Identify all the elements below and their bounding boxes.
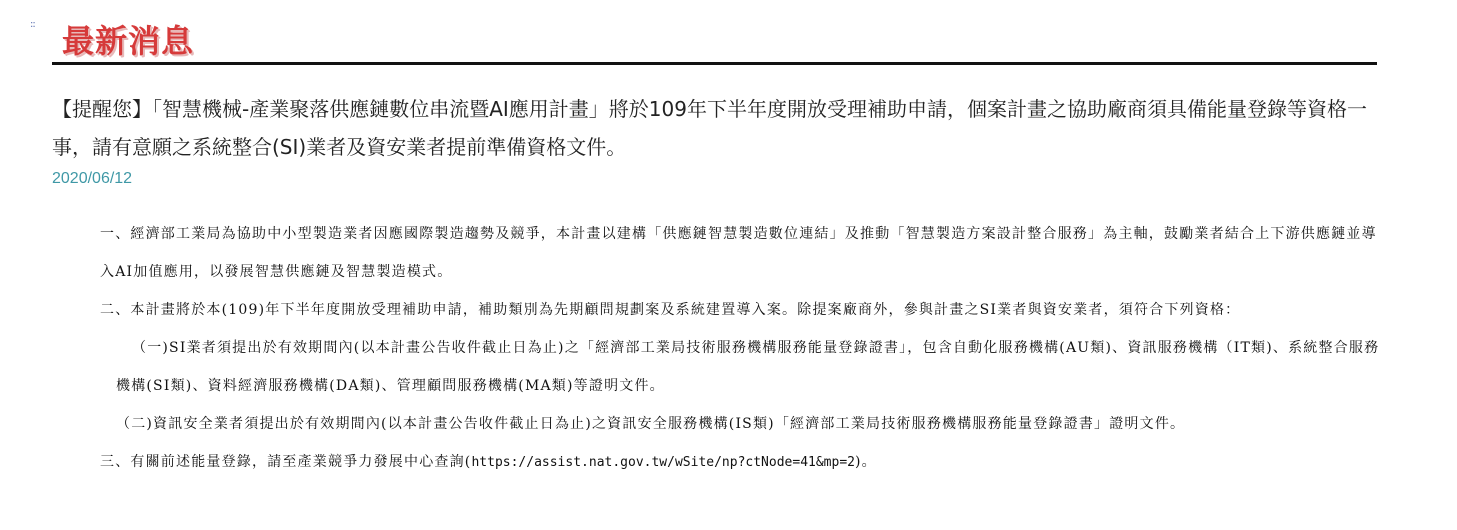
paragraph-3-prefix: 三、有關前述能量登錄，請至產業競爭力發展中心查詢( bbox=[100, 454, 472, 470]
section-title: 最新消息 bbox=[62, 22, 195, 60]
paragraph-1: 一、經濟部工業局為協助中小型製造業者因應國際製造趨勢及競爭，本計畫以建構「供應鏈智慧製造數位連結」及推動「智慧製造方案設計整合服務」為主軸，鼓勵業者結合上下游供應鏈並導入AI加值應用，以發展智慧供應鏈及智慧製造模式。 bbox=[100, 226, 1377, 280]
news-date: 2020/06/12 bbox=[52, 170, 133, 187]
bullet-dots-icon: :: bbox=[30, 19, 35, 30]
news-body bbox=[100, 215, 1382, 482]
paragraph-3-suffix: )。 bbox=[854, 454, 877, 470]
paragraph-2-item-2: （二)資訊安全業者須提出於有效期間內(以本計畫公告收件截止日為止)之資訊安全服務機構(IS類)「經濟部工業局技術服務機構服務能量登錄證書」證明文件。 bbox=[116, 416, 1186, 432]
paragraph-2-item-1: （一)SI業者須提出於有效期間內(以本計畫公告收件截止日為止)之「經濟部工業局技術服務機構服務能量登錄證書」，包含自動化服務機構(AU類)、資訊服務機構（IT類)、系統整合服務機構(SI類)、資料經濟服務機構(DA類)、管理顧問服務機構(MA類)等證明文件。 bbox=[116, 340, 1380, 394]
title-divider bbox=[52, 62, 1377, 65]
paragraph-3 bbox=[100, 443, 1382, 482]
paragraph-2: 二、本計畫將於本(109)年下半年度開放受理補助申請，補助類別為先期顧問規劃案及系統建置導入案。除提案廠商外，參與計畫之SI業者與資安業者，須符合下列資格： bbox=[100, 302, 1241, 318]
news-headline[interactable]: 【提醒您】「智慧機械-產業聚落供應鏈數位串流暨AI應用計畫」將於109年下半年度開放受理補助申請，個案計畫之協助廠商須具備能量登錄等資格一事，請有意願之系統整合(SI)業者及資安業者提前準備資格文件。 bbox=[52, 97, 1367, 159]
assist-link[interactable]: https://assist.nat.gov.tw/wSite/np?ctNode=41&mp=2 bbox=[471, 455, 855, 470]
